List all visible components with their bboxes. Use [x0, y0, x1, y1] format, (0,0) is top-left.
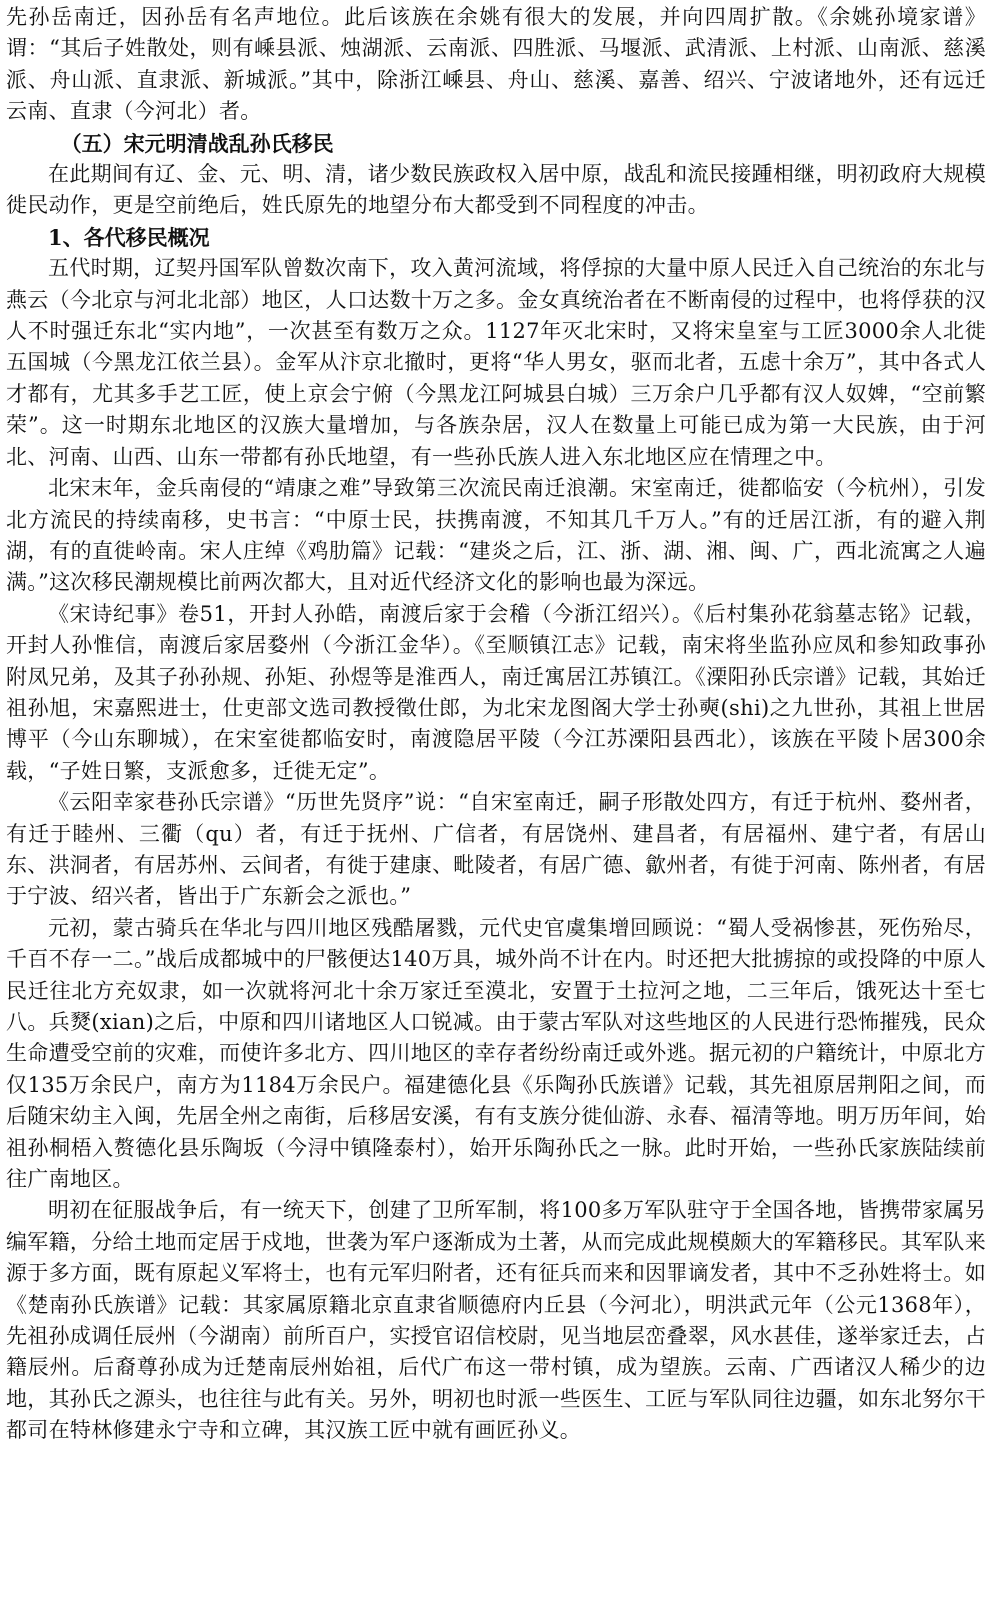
paragraph-continued: 先孙岳南迁，因孙岳有名声地位。此后该族在余姚有很大的发展，并向四周扩散。《余姚孙境家谱》谓：“其后子姓散处，则有嵊县派、烛湖派、云南派、四胜派、马堰派、武清派、上村派、山南派、慈溪派、舟山派、直隶派、新城派。”其中，除浙江嵊县、舟山、慈溪、嘉善、绍兴、宁波诸地外，还有远迁云南、直隶（今河北）者。	[6, 5, 986, 124]
paragraph-northern-song-end: 北宋末年，金兵南侵的“靖康之难”导致第三次流民南迁浪潮。宋室南迁，徙都临安（今杭州），引发北方流民的持续南移，史书言：“中原士民，扶携南渡，不知其几千万人。”有的迁居江浙，有的避入荆湖，有的直徙岭南。宋人庄绰《鸡肋篇》记载：“建炎之后，江、浙、湖、湘、闽、广，西北流寓之人遍满。”这次移民潮规模比前两次都大，且对近代经济文化的影响也最为深远。	[6, 476, 986, 595]
paragraph-yunyang-genealogy: 《云阳幸家巷孙氏宗谱》“历世先贤序”说：“自宋室南迁，嗣子形散处四方，有迁于杭州、婺州者，有迁于睦州、三衢（qu）者，有迁于抚州、广信者，有居饶州、建昌者，有居福州、建宁者，有居山东、洪洞者，有居苏州、云间者，有徙于建康、毗陵者，有居广德、歙州者，有徙于河南、陈州者，有居于宁波、绍兴者，皆出于广东新会之派也。”	[6, 790, 986, 909]
section-heading-song-yuan-ming-qing-migration: （五）宋元明清战乱孙氏移民	[60, 130, 334, 156]
paragraph-yuan-dynasty: 元初，蒙古骑兵在华北与四川地区残酷屠戮，元代史官虞集增回顾说：“蜀人受祸惨甚，死伤殆尽，千百不存一二。”战后成都城中的尸骸便达140万具，城外尚不计在内。时还把大批掳掠的或投降的中原人民迁往北方充奴隶，如一次就将河北十余万家迁至漠北，安置于土拉河之地，二三年后，饿死达十至七八。兵燹(xian)之后，中原和四川诸地区人口锐减。由于蒙古军队对这些地区的人民进行恐怖摧残，民众生命遭受空前的灾难，而使许多北方、四川地区的幸存者纷纷南迁或外逃。据元初的户籍统计，中原北方仅135万余民户，南方为1184万余民户。福建德化县《乐陶孙氏族谱》记载，其先祖原居荆阳之间，而后随宋幼主入闽，先居全州之南街，后移居安溪，有有支族分徙仙游、永春、福清等地。明万历年间，始祖孙桐梧入赘德化县乐陶坂（今浔中镇隆泰村），始开乐陶孙氏之一脉。此时开始，一些孙氏家族陆续前往广南地区。	[6, 915, 986, 1192]
paragraph-early-ming: 明初在征服战争后，有一统天下，创建了卫所军制，将100多万军队驻守于全国各地，皆携带家属另编军籍，分给土地而定居于戍地，世袭为军户逐渐成为土著，从而完成此规模颇大的军籍移民。其军队来源于多方面，既有原起义军将士，也有元军归附者，还有征兵而来和因罪谪发者，其中不乏孙姓将士。如《楚南孙氏族谱》记载：其家属原籍北京直隶省顺德府内丘县（今河北），明洪武元年（公元1368年），先祖孙成调任辰州（今湖南）前所百户，实授官诏信校尉，见当地层峦叠翠，风水甚佳，遂举家迁去，占籍辰州。后裔尊孙成为迁楚南辰州始祖，后代广布这一带村镇，成为望族。云南、广西诸汉人稀少的边地，其孙氏之源头，也往往与此有关。另外，明初也时派一些医生、工匠与军队同往边疆，如东北努尔干都司在特林修建永宁寺和立碑，其汉族工匠中就有画匠孙义。	[6, 1198, 986, 1443]
paragraph-five-dynasties: 五代时期，辽契丹国军队曾数次南下，攻入黄河流域，将俘掠的大量中原人民迁入自己统治的东北与燕云（今北京与河北北部）地区，人口达数十万之多。金女真统治者在不断南侵的过程中，也将俘获的汉人不时强迁东北“实内地”，一次甚至有数万之众。1127年灭北宋时，又将宋皇室与工匠3000余人北徙五国城（今黑龙江依兰县）。金军从汴京北撤时，更将“华人男女，驱而北者，五虑十余万”，其中各式人才都有，尤其多手艺工匠，使上京会宁俯（今黑龙江阿城县白城）三万余户几乎都有汉人奴婢，“空前繁荣”。这一时期东北地区的汉族大量增加，与各族杂居，汉人在数量上可能已成为第一大民族，由于河北、河南、山西、山东一带都有孙氏地望，有一些孙氏族人进入东北地区应在情理之中。	[6, 256, 986, 469]
paragraph-intro: 在此期间有辽、金、元、明、清，诸少数民族政权入居中原，战乱和流民接踵相继，明初政府大规模徙民动作，更是空前绝后，姓氏原先的地望分布大都受到不同程度的冲击。	[6, 162, 986, 218]
subsection-heading-migration-overview: 1、各代移民概况	[48, 224, 210, 250]
paragraph-song-records: 《宋诗纪事》卷51，开封人孙皓，南渡后家于会稽（今浙江绍兴）。《后村集孙花翁墓志铭》记载，开封人孙惟信，南渡后家居婺州（今浙江金华）。《至顺镇江志》记载，南宋将坐监孙应凤和参知政事孙附凤兄弟，及其子孙孙规、孙矩、孙煜等是淮西人，南迁寓居江苏镇江。《溧阳孙氏宗谱》记载，其始迁祖孙旭，宋嘉熙进士，仕吏部文选司教授徵仕郎，为北宋龙图阁大学士孙奭(shi)之九世孙，其祖上世居博平（今山东聊城），在宋室徙都临安时，南渡隐居平陵（今江苏溧阳县西北），该族在平陵卜居300余载，“子姓日繁，支派愈多，迁徙无定”。	[6, 601, 986, 783]
